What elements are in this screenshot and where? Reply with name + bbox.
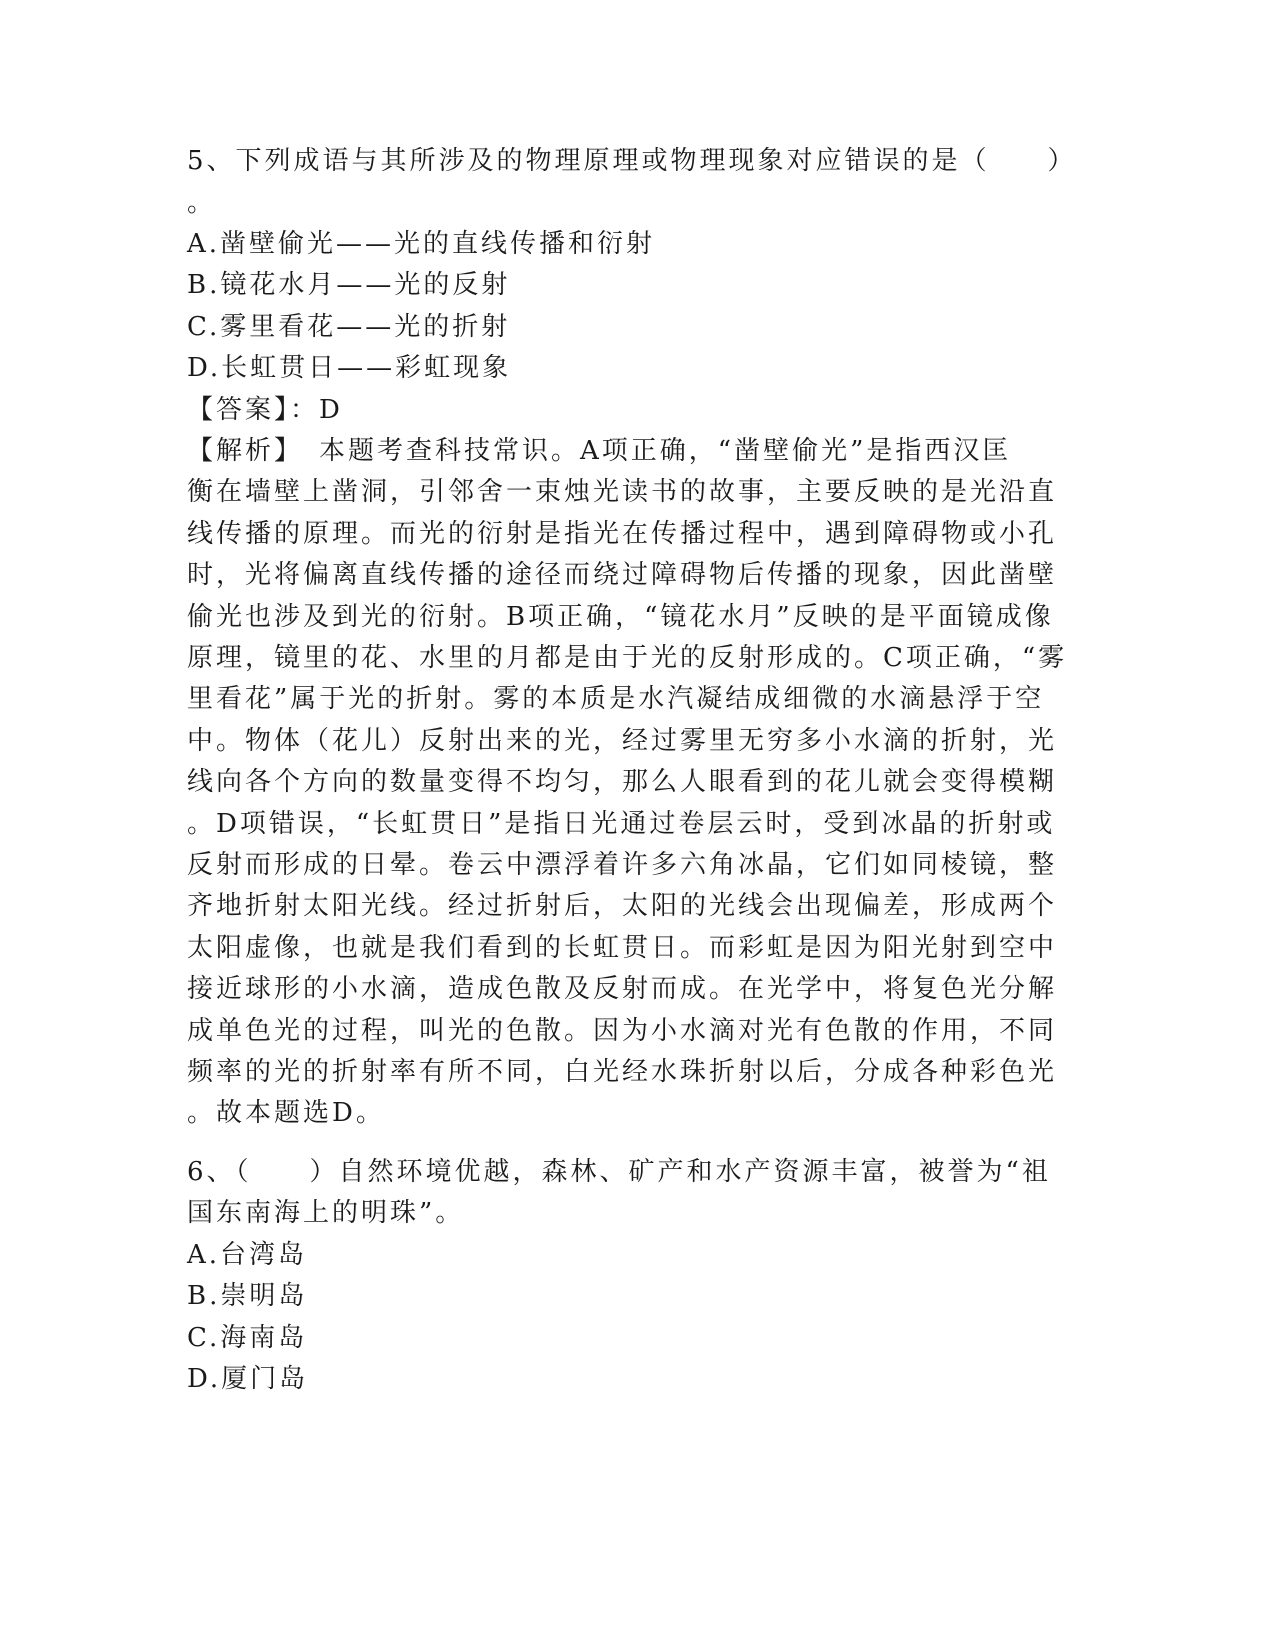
q5-analysis-line: 。D项错误，“长虹贯日”是指日光通过卷层云时，受到冰晶的折射或	[187, 809, 1056, 839]
q5-analysis-line: 。故本题选D。	[187, 1098, 385, 1128]
q5-analysis-line: 齐地折射太阳光线。经过折射后，太阳的光线会出现偏差，形成两个	[187, 891, 1058, 921]
q6-option-d: D.厦门岛	[187, 1364, 309, 1394]
q5-analysis-line: 衡在墙壁上凿洞，引邻舍一束烛光读书的故事，主要反映的是光沿直	[187, 477, 1058, 507]
q5-analysis-line: 原理，镜里的花、水里的月都是由于光的反射形成的。C项正确，“雾	[187, 643, 1068, 673]
q5-option-b: B.镜花水月——光的反射	[187, 270, 511, 300]
q5-stem-line-1: 5、下列成语与其所涉及的物理原理或物理现象对应错误的是（ ）	[187, 146, 1077, 176]
q5-analysis-line: 中。物体（花儿）反射出来的光，经过雾里无穷多小水滴的折射，光	[187, 726, 1058, 756]
q5-stem-line-2: 。	[187, 188, 217, 218]
q5-option-a: A.凿壁偷光——光的直线传播和衍射	[187, 229, 656, 259]
q5-analysis-line: 反射而形成的日晕。卷云中漂浮着许多六角冰晶，它们如同棱镜，整	[187, 850, 1058, 880]
q6-stem-line-1: 6、（ ）自然环境优越，森林、矿产和水产资源丰富，被誉为“祖	[187, 1157, 1051, 1187]
q5-analysis-line: 里看花”属于光的折射。雾的本质是水汽凝结成细微的水滴悬浮于空	[187, 684, 1045, 714]
q6-option-c: C.海南岛	[187, 1323, 308, 1353]
q6-stem-line-2: 国东南海上的明珠”。	[187, 1198, 465, 1228]
q5-answer: 【答案】：D	[187, 395, 343, 425]
q5-analysis-line: 【解析】 本题考查科技常识。A项正确，“凿壁偷光”是指西汉匡	[187, 436, 1012, 466]
q5-analysis-line: 时，光将偏离直线传播的途径而绕过障碍物后传播的现象，因此凿壁	[187, 560, 1058, 590]
q5-analysis-line: 成单色光的过程，叫光的色散。因为小水滴对光有色散的作用，不同	[187, 1016, 1058, 1046]
q5-analysis-line: 接近球形的小水滴，造成色散及反射而成。在光学中，将复色光分解	[187, 974, 1058, 1004]
q5-analysis-line: 线传播的原理。而光的衍射是指光在传播过程中，遇到障碍物或小孔	[187, 519, 1058, 549]
q5-analysis-line: 线向各个方向的数量变得不均匀，那么人眼看到的花儿就会变得模糊	[187, 767, 1058, 797]
q6-option-b: B.崇明岛	[187, 1281, 308, 1311]
q5-option-c: C.雾里看花——光的折射	[187, 312, 511, 342]
q5-analysis-line: 偷光也涉及到光的衍射。B项正确，“镜花水月”反映的是平面镜成像	[187, 602, 1054, 632]
q5-option-d: D.长虹贯日——彩虹现象	[187, 353, 512, 383]
q5-analysis-line: 太阳虚像，也就是我们看到的长虹贯日。而彩虹是因为阳光射到空中	[187, 933, 1058, 963]
q5-analysis-line: 频率的光的折射率有所不同，白光经水珠折射以后，分成各种彩色光	[187, 1057, 1058, 1087]
q6-option-a: A.台湾岛	[187, 1240, 308, 1270]
